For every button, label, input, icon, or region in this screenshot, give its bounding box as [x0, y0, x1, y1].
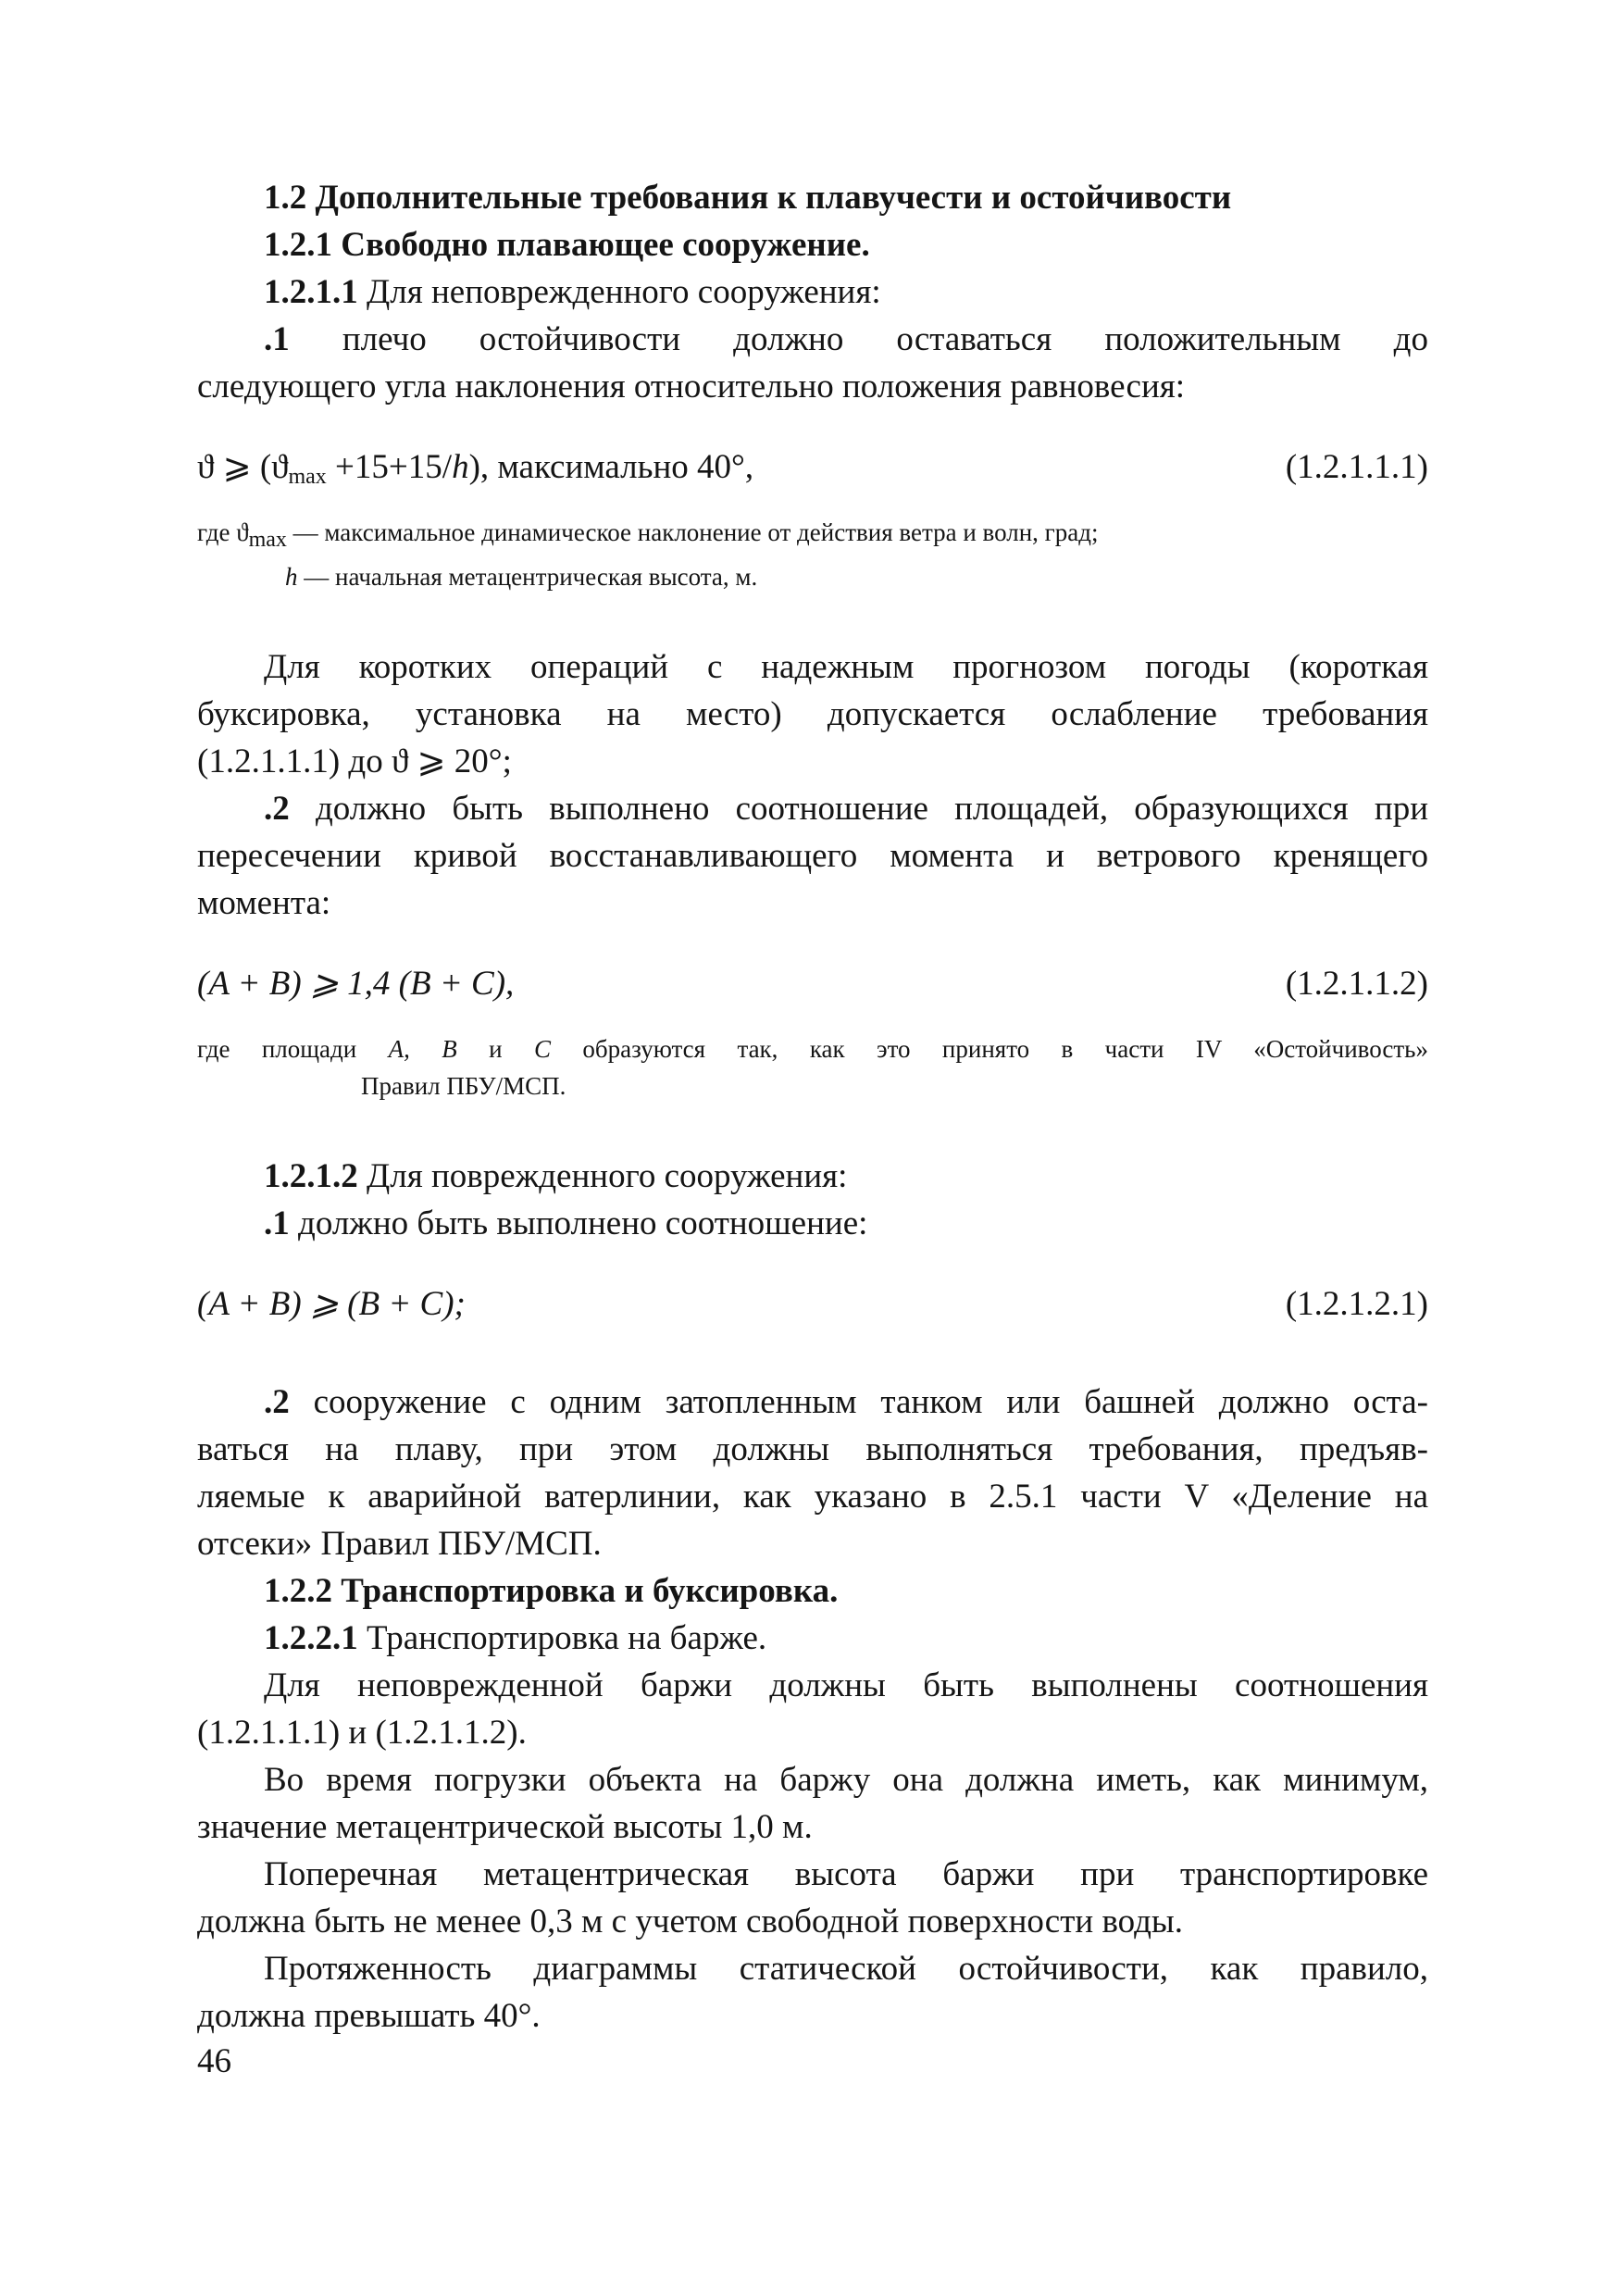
legend-areas-line-1: где площади A, B и C образуются так, как это принято в части IV «Остойчивость»	[197, 1035, 1428, 1063]
section-heading: 1.2 Дополнительные требования к плавучести и остойчивости	[264, 179, 1232, 217]
item-2-damaged-line-3: ляемые к аварийной ватерлинии, как указано в 2.5.1 части V «Деление на	[197, 1478, 1428, 1516]
formula-1-2-1-2-1	[197, 1279, 1428, 1330]
formula-expression: (A + B) ⩾ 1,4 (B + C),	[197, 965, 515, 1003]
clause-1-2-1-1	[197, 268, 1428, 316]
clause-1-2-2-1	[197, 1615, 1428, 1662]
formula-number: (1.2.1.1.2)	[1285, 965, 1428, 1003]
page-content	[197, 174, 1428, 2040]
paragraph-barge-line-1: Для неповрежденной баржи должны быть выполнены соотношения	[264, 1666, 1428, 1704]
clause-number: 1.2.2.1	[264, 1619, 358, 1657]
item-2-line-2: пересечении кривой восстанавливающего момента и ветрового кренящего	[197, 837, 1428, 875]
item-text: плечо остойчивости должно оставаться положительным до	[289, 320, 1428, 358]
item-number: .1	[264, 320, 290, 358]
item-number: .1	[264, 1204, 290, 1242]
paragraph-short-ops-line-2: буксировка, установка на место) допускается ослабление требования	[197, 695, 1428, 733]
legend-h: h — начальная метацентрическая высота, м.	[285, 563, 758, 591]
item-1-line-2: следующего угла наклонения относительно положения равновесия:	[197, 368, 1186, 406]
item-number: .2	[264, 1383, 290, 1421]
formula-expression: (A + B) ⩾ (B + C);	[197, 1285, 466, 1323]
formula-1-2-1-1-2	[197, 958, 1428, 1010]
paragraph-loading-line-1: Во время погрузки объекта на баржу она должна иметь, как минимум,	[264, 1761, 1428, 1799]
paragraph-barge-line-2: (1.2.1.1.1) и (1.2.1.1.2).	[197, 1714, 527, 1752]
legend-areas-line-2: Правил ПБУ/МСП.	[361, 1072, 566, 1100]
item-2-damaged-line-1	[197, 1379, 1428, 1426]
clause-number: 1.2.1.2	[264, 1157, 358, 1195]
page-number: 46	[197, 2042, 231, 2080]
formula-number: (1.2.1.1.1)	[1285, 448, 1428, 486]
paragraph-diagram-line-2: должна превышать 40°.	[197, 1997, 541, 2035]
item-2-damaged-line-2: ваться на плаву, при этом должны выполняться требования, предъяв-	[197, 1430, 1428, 1468]
formula-number: (1.2.1.2.1)	[1285, 1285, 1428, 1323]
clause-1-2-1-2	[197, 1153, 1428, 1200]
item-2-line-3: момента:	[197, 884, 331, 922]
clause-text: Для неповрежденного сооружения:	[357, 273, 881, 311]
paragraph-short-ops-line-1: Для коротких операций с надежным прогнозом погоды (короткая	[264, 648, 1428, 686]
subsection-heading-1-2-1: 1.2.1 Свободно плавающее сооружение.	[264, 226, 870, 264]
formula-1-2-1-1-1	[197, 442, 1428, 493]
formula-expression: ϑ ⩾ $(ϑ_{max} +15+15/h)$, максимально 40°,	[197, 448, 754, 489]
item-1-damaged	[197, 1200, 1428, 1247]
clause-text: Для поврежденного сооружения:	[357, 1157, 848, 1195]
paragraph-short-ops-line-3: (1.2.1.1.1) до ϑ ⩾ 20°;	[197, 742, 512, 780]
legend-theta-max: где ϑmax — максимальное динамическое наклонение от действия ветра и волн, град;	[197, 518, 1099, 552]
item-2-line-1	[197, 785, 1428, 832]
paragraph-transport-line-1: Поперечная метацентрическая высота баржи при транспортировке	[264, 1855, 1428, 1893]
paragraph-diagram-line-1: Протяженность диаграммы статической остойчивости, как правило,	[264, 1950, 1428, 1988]
item-text: должно быть выполнено соотношение:	[289, 1204, 868, 1242]
clause-text: Транспортировка на барже.	[357, 1619, 767, 1657]
item-1-line-1	[197, 316, 1428, 363]
subsection-heading-1-2-2: 1.2.2 Транспортировка и буксировка.	[264, 1572, 839, 1610]
item-number: .2	[264, 790, 290, 828]
item-2-damaged-line-4: отсеки» Правил ПБУ/МСП.	[197, 1525, 602, 1563]
paragraph-loading-line-2: значение метацентрической высоты 1,0 м.	[197, 1808, 813, 1846]
paragraph-transport-line-2: должна быть не менее 0,3 м с учетом свободной поверхности воды.	[197, 1903, 1184, 1940]
item-text: должно быть выполнено соотношение площадей, образующихся при	[289, 790, 1428, 828]
clause-number: 1.2.1.1	[264, 273, 358, 311]
item-text: сооружение с одним затопленным танком или башней должно оста-	[289, 1383, 1428, 1421]
